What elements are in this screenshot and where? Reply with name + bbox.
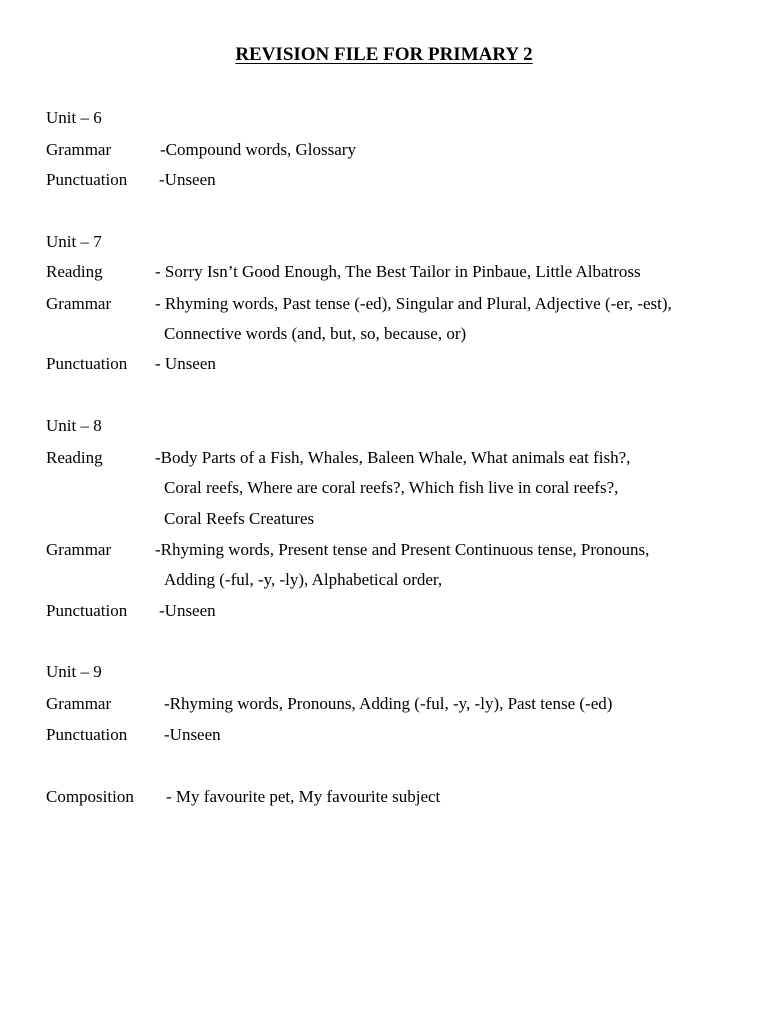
unit-7-heading: Unit – 7 [46,232,102,251]
unit-8-grammar-label: Grammar [46,540,112,559]
unit-8-punctuation-text: -Unseen [159,601,216,620]
unit-8-heading: Unit – 8 [46,416,102,435]
unit-7-grammar-label: Grammar [46,294,112,313]
unit-8-reading-text-line-3: Coral Reefs Creatures [164,509,315,528]
composition-label: Composition [46,787,134,806]
unit-9-grammar-label: Grammar [46,694,112,713]
composition-text: - My favourite pet, My favourite subject [166,787,441,806]
unit-6-grammar-text: -Compound words, Glossary [160,140,356,159]
unit-9-grammar-text: -Rhyming words, Pronouns, Adding (-ful, -y, -ly), Past tense (-ed) [164,694,613,713]
unit-7-punctuation-label: Punctuation [46,354,128,373]
unit-8-grammar-text-line-1: -Rhyming words, Present tense and Present Continuous tense, Pronouns, [155,540,650,559]
unit-7-reading-label: Reading [46,262,103,281]
unit-7-reading-text: - Sorry Isn’t Good Enough, The Best Tailor in Pinbaue, Little Albatross [155,262,641,281]
unit-6-punctuation-label: Punctuation [46,170,128,189]
unit-9-heading: Unit – 9 [46,662,102,681]
unit-8-reading-text-line-1: -Body Parts of a Fish, Whales, Baleen Whale, What animals eat fish?, [155,448,631,467]
unit-8-grammar-text-line-2: Adding (-ful, -y, -ly), Alphabetical order, [164,570,443,589]
unit-7-grammar-text-line-2: Connective words (and, but, so, because, or) [164,324,467,343]
unit-8-punctuation-label: Punctuation [46,601,128,620]
unit-7-grammar-text-line-1: - Rhyming words, Past tense (-ed), Singular and Plural, Adjective (-er, -est), [155,294,672,313]
unit-9-punctuation-text: -Unseen [164,725,221,744]
unit-6-heading: Unit – 6 [46,108,102,127]
unit-6-punctuation-text: -Unseen [159,170,216,189]
unit-9-punctuation-label: Punctuation [46,725,128,744]
unit-8-reading-text-line-2: Coral reefs, Where are coral reefs?, Which fish live in coral reefs?, [164,478,619,497]
unit-8-reading-label: Reading [46,448,103,467]
unit-6-grammar-label: Grammar [46,140,112,159]
document-title: REVISION FILE FOR PRIMARY 2 [235,44,533,65]
unit-7-punctuation-text: - Unseen [155,354,216,373]
